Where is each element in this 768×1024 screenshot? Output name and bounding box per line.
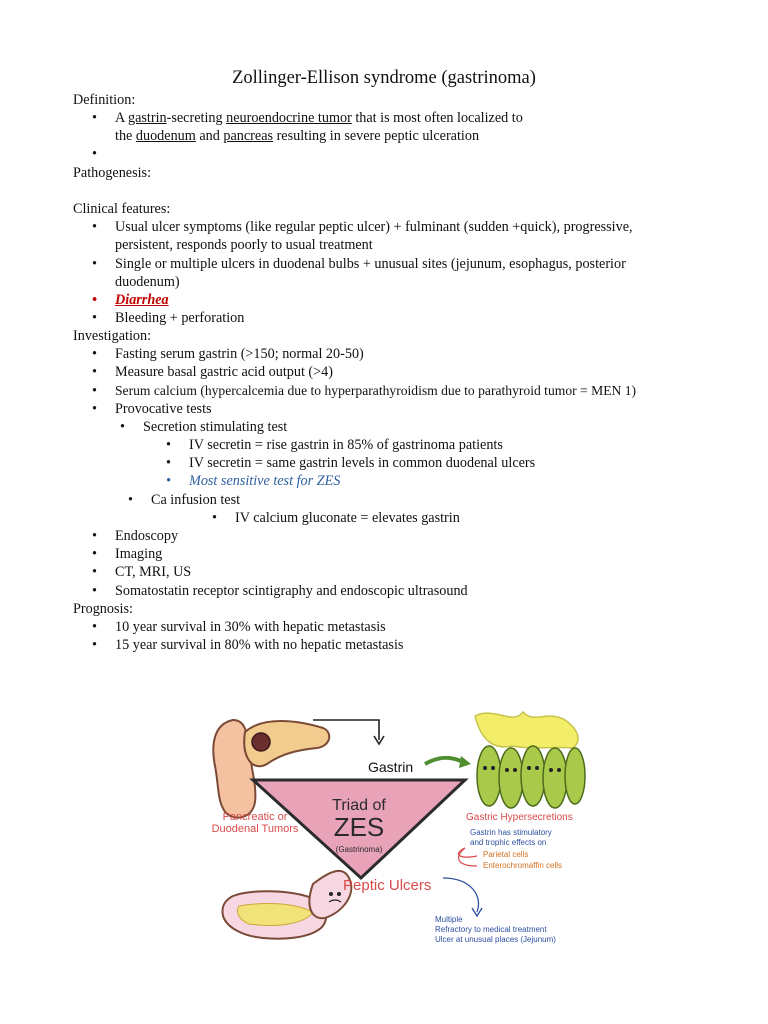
subitem-secretin-rise: IV secretin = rise gastrin in 85% of gastrinoma patients [189,437,503,453]
investigation-item-gastrin: Fasting serum gastrin (>150; normal 20-50) [115,346,364,362]
subitem-secretion-test: Secretion stimulating test [143,419,288,435]
investigation-item-calcium: Serum calcium (hypercalcemia due to hyperparathyroidism due to parathyroid tumor = MEN 1) [115,383,637,398]
link-duodenum[interactable]: duodenum [135,128,196,144]
bullet-dot: • [92,256,97,272]
label-parietal-cells: Parietal cells [483,850,529,859]
bullet-dot: • [92,528,97,544]
subitem-ca-infusion: Ca infusion test [151,492,241,508]
prognosis-item-15yr: 15 year survival in 80% with no hepatic metastasis [115,637,404,653]
tumor-icon [252,733,270,751]
clinical-item-diarrhea: Diarrhea [115,292,169,308]
bullet-dot: • [212,510,217,526]
clinical-item-1-line1: Usual ulcer symptoms (like regular peptic ulcer) + fulminant (sudden +quick), progressive, [115,219,633,235]
label-pancreatic-or: Pancreatic or [222,811,288,823]
bullet-dot: • [92,110,97,126]
investigation-item-endoscopy: Endoscopy [115,528,179,544]
investigation-item-somatostatin: Somatostatin receptor scintigraphy and endoscopic ultrasound [115,583,468,599]
label-peptic-ulcers: Peptic Ulcers [343,877,432,894]
stomach-eye-icon [337,892,341,896]
label-refractory: Refractory to medical treatment [435,925,547,934]
label-gastrin-effects-1: Gastrin has stimulatory [470,828,552,837]
bullet-dot: • [92,292,97,308]
link-pancreas[interactable]: pancreas [223,128,274,144]
investigation-heading: Investigation: [73,328,152,344]
definition-text-line1 [115,109,523,127]
label-unusual-places: Ulcer at unusual places (Jejunum) [435,935,556,944]
subitem-secretin-same: IV secretin = same gastrin levels in common duodenal ulcers [189,455,536,471]
label-zes: ZES [333,812,385,842]
clinical-item-bleeding: Bleeding + perforation [115,310,245,326]
zes-triad-diagram [193,706,591,978]
investigation-item-acid: Measure basal gastric acid output (>4) [115,364,333,380]
label-gastrin-effects-2: and trophic effects on [470,838,547,847]
stomach-eye-icon [329,892,333,896]
clinical-heading: Clinical features: [73,201,171,217]
bullet-dot: • [92,383,97,399]
bullet-dot: • [92,637,97,653]
label-enterochromaffin-cells: Enterochromaffin cells [483,861,562,870]
bullet-dot: • [92,346,97,362]
investigation-item-provocative: Provocative tests [115,401,212,417]
subitem-calcium-gluconate: IV calcium gluconate = elevates gastrin [235,510,460,526]
label-gastrinoma: (Gastrinoma) [335,845,383,854]
label-gastrin: Gastrin [368,759,414,775]
bullet-dot: • [92,583,97,599]
bullet-dot: • [92,564,97,580]
clinical-item-2-line1: Single or multiple ulcers in duodenal bulbs + unusual sites (jejunum, esophagus, posterior [115,256,626,272]
label-duodenal-tumors: Duodenal Tumors [211,823,299,835]
bullet-dot: • [92,546,97,562]
label-multiple: Multiple [435,915,463,924]
label-triad-of: Triad of [332,797,386,814]
clinical-item-1-line2: persistent, responds poorly to usual treatment [115,237,373,253]
page-title: Zollinger-Ellison syndrome (gastrinoma) [232,68,536,88]
investigation-item-ct-mri: CT, MRI, US [115,564,192,580]
bullet-dot: • [120,419,125,435]
bullet-dot: • [92,364,97,380]
bullet-dot: • [166,455,171,471]
prognosis-heading: Prognosis: [73,601,133,617]
bullet-dot: • [166,437,171,453]
bullet-dot: • [128,492,133,508]
definition-heading: Definition: [73,92,136,108]
link-gastrin[interactable]: gastrin [128,110,167,126]
bullet-dot: • [92,146,97,162]
bullet-dot: • [166,473,171,489]
subitem-most-sensitive: Most sensitive test for ZES [189,473,341,489]
pathogenesis-heading: Pathogenesis: [73,165,152,181]
bullet-dot: • [92,619,97,635]
gastric-cells-icon [477,746,585,808]
prognosis-item-10yr: 10 year survival in 30% with hepatic metastasis [115,619,386,635]
text-fragment: and [195,128,224,144]
bullet-dot: • [92,310,97,326]
text-fragment: the [115,128,136,144]
investigation-item-imaging: Imaging [115,546,163,562]
text-fragment: A [115,110,129,126]
bullet-dot: • [92,401,97,417]
label-gastric-hypersecretions: Gastric Hypersecretions [466,812,573,823]
definition-text-line2 [115,127,479,145]
text-fragment: resulting in severe peptic ulceration [273,128,480,144]
clinical-item-2-line2: duodenum) [115,274,180,290]
text-fragment: -secreting [166,110,227,126]
link-neuroendocrine-tumor[interactable]: neuroendocrine tumor [226,110,352,126]
text-fragment: that is most often localized to [351,110,523,126]
bullet-dot: • [92,219,97,235]
